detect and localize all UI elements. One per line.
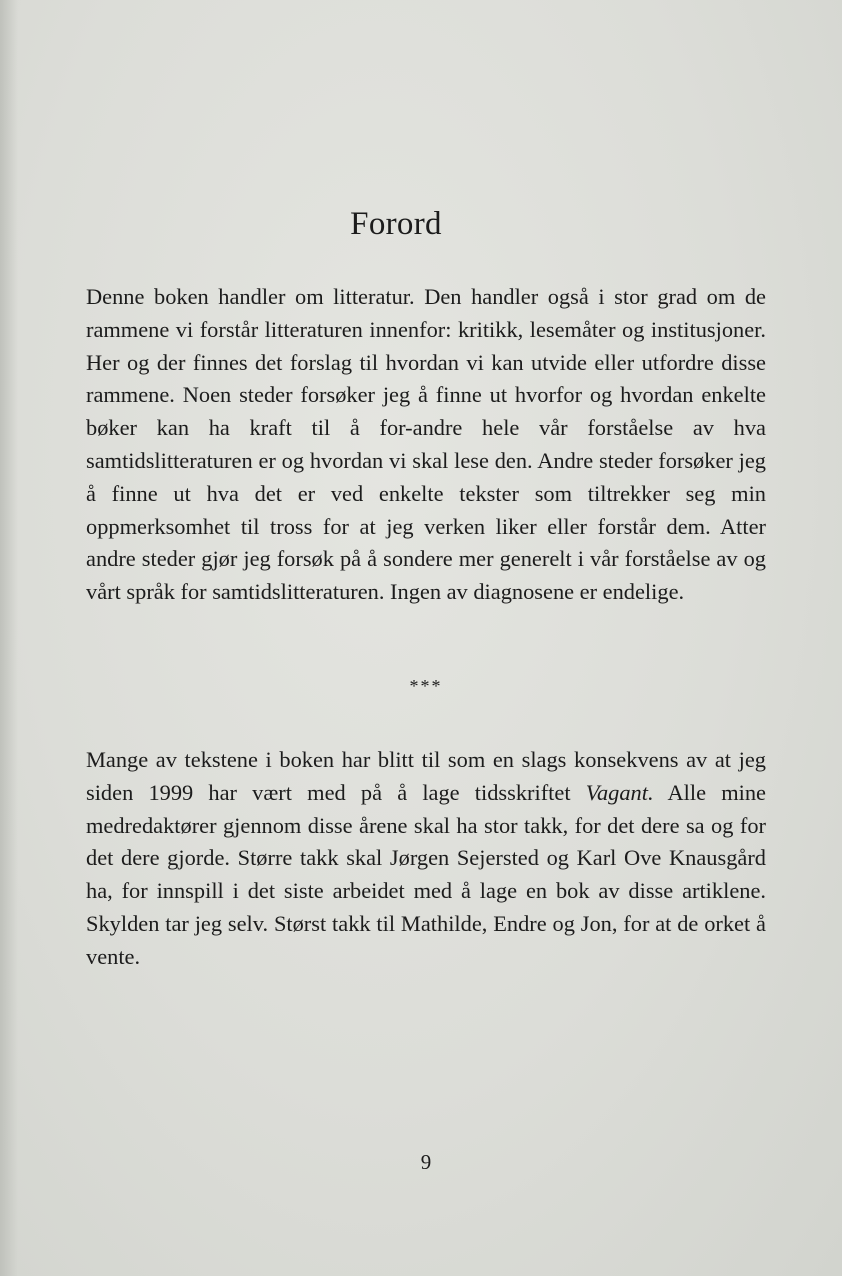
page-title: Forord	[350, 206, 442, 242]
section-separator: ***	[409, 676, 443, 696]
paragraph-intro: Denne boken handler om litteratur. Den handler også i stor grad om de rammene vi forstår litteraturen innenfor: kritikk, lesemåter og institusjoner. Her og der finnes det forslag til hvordan vi kan utvide eller utfordre disse rammene. Noen steder forsøker jeg å finne ut hvorfor og hvordan enkelte bøker kan ha kraft til å for-andre hele vår forståelse av hva samtidslitteraturen er og hvordan vi skal lese den. Andre steder forsøker jeg å finne ut hva det er ved enkelte tekster som tiltrekker seg min oppmerksomhet til tross for at jeg verken liker eller forstår dem. Atter andre steder gjør jeg forsøk på å sondere mer generelt i vår forståelse av og vårt språk for samtidslitteraturen. Ingen av diagnosene er endelige.	[86, 284, 766, 605]
journal-title-vagant: Vagant.	[585, 779, 654, 805]
paragraph-acknowledgements-start: Mange av tekstene i boken har blitt til som en slags konsekvens av at jeg siden 1999 har vært med på å lage tidsskriftet	[86, 747, 766, 805]
paragraph-acknowledgements	[86, 744, 766, 974]
page-number: 9	[420, 1150, 432, 1174]
paragraph-acknowledgements-end: Alle mine medredaktører gjennom disse årene skal ha stor takk, for det dere sa og for det dere gjorde. Større takk skal Jørgen Sejersted og Karl Ove Knausgård ha, for innspill i det siste arbeidet med å lage en bok av disse artiklene. Skylden tar jeg selv. Størst takk til Mathilde, Endre og Jon, for at de orket å vente.	[86, 779, 766, 969]
